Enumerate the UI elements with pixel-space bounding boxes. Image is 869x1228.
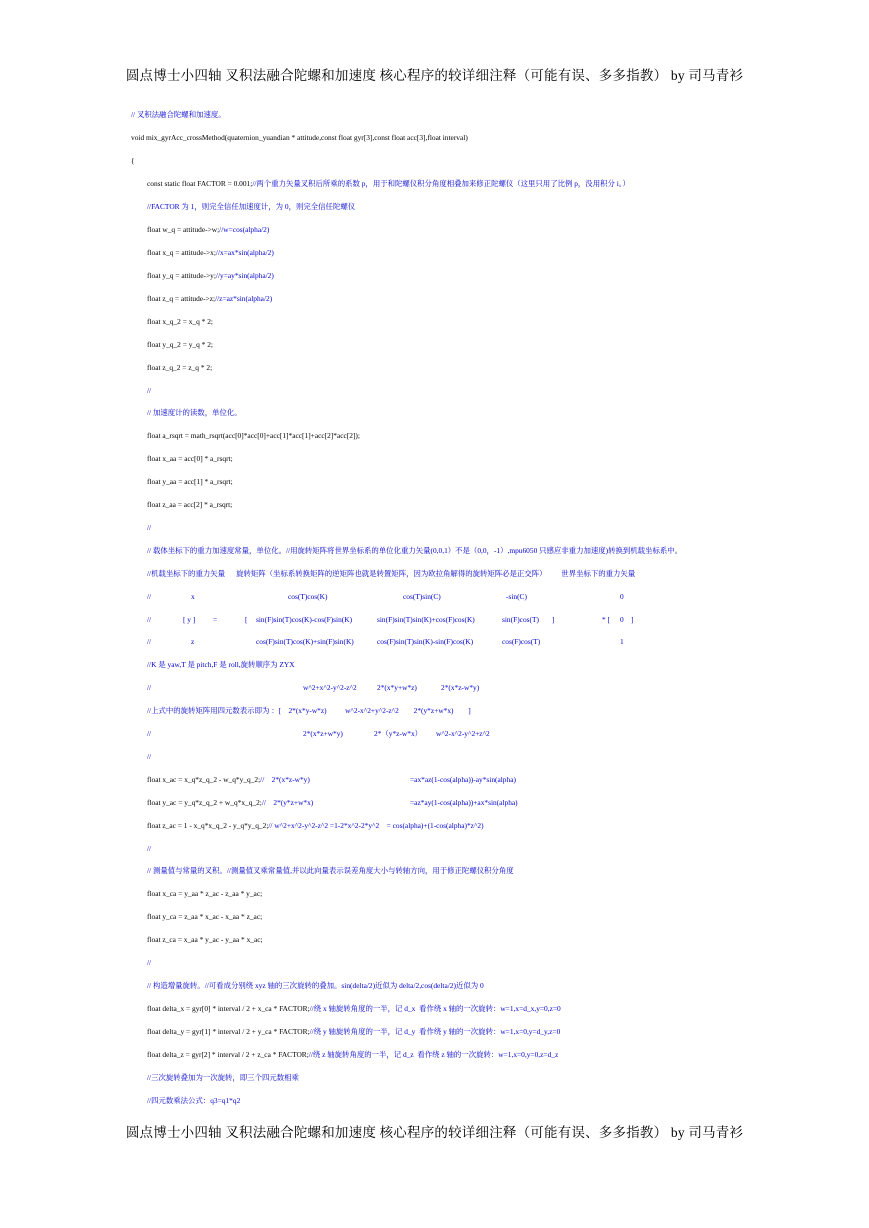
code-line: float y_q = attitude->y;//y=ay*sin(alpha/2) <box>147 271 274 280</box>
inline-comment: //两个重力矢量叉积后所乘的系数 p，用于和陀螺仪积分角度相叠加来修正陀螺仪（这里只用了比例 p，没用积分 i。） <box>252 179 630 188</box>
code-line: //机载坐标下的重力矢量 旋转矩阵（坐标系转换矩阵的逆矩阵也就是转置矩阵，因为欧拉角解得的旋转矩阵必是正交阵） 世界坐标下的重力矢量 <box>147 569 636 578</box>
matrix-cell: z <box>191 637 195 646</box>
matrix-cell: 2*(x*z+w*y) <box>303 729 343 738</box>
code-line: float z_q = attitude->z;//z=az*sin(alpha/2) <box>147 294 273 303</box>
matrix-cell: // <box>147 683 152 692</box>
code-line: //四元数乘法公式：q3=q1*q2 <box>147 1096 241 1105</box>
matrix-cell: 1 <box>620 637 624 646</box>
code-line: float x_ca = y_aa * z_ac - z_aa * y_ac; <box>147 889 263 898</box>
matrix-cell: ] <box>631 615 634 624</box>
matrix-cell: // <box>147 615 152 624</box>
code-line: const static float FACTOR = 0.001;//两个重力矢量叉积后所乘的系数 p，用于和陀螺仪积分角度相叠加来修正陀螺仪（这里只用了比例 p，没用积分 i。） <box>147 179 630 188</box>
code-line: //FACTOR 为 1，则完全信任加速度计，为 0，则完全信任陀螺仪 <box>147 202 356 211</box>
code-line: // <box>147 523 152 532</box>
code-comment: =az*ay(1-cos(alpha))+ax*sin(alpha) <box>410 798 518 807</box>
matrix-cell: 0 <box>620 615 624 624</box>
matrix-cell: sin(F)cos(T) <box>502 615 539 624</box>
matrix-cell: [ y ] <box>183 615 196 624</box>
matrix-cell: 2*(x*z-w*y) <box>441 683 480 692</box>
matrix-cell: // <box>147 592 152 601</box>
matrix-cell: 2*(x*y+w*z) <box>377 683 417 692</box>
inline-comment: //x=ax*sin(alpha/2) <box>215 248 274 257</box>
code-line: float delta_z = gyr[2] * interval / 2 + z_ca * FACTOR;//绕 z 轴旋转角度的一半，记 d_z 看作绕 z 轴的一次旋转：w=1,x=0,y=0,z=d_z <box>147 1050 559 1059</box>
code-line: // 测量值与常量的叉积。//测量值叉乘常量值,并以此向量表示误差角度大小与转轴方向，用于修正陀螺仪积分角度 <box>147 866 514 875</box>
matrix-cell: = <box>213 615 218 624</box>
code-line: // <box>147 386 152 395</box>
matrix-cell: cos(T)sin(C) <box>403 592 441 601</box>
code-line: // 加速度计的读数，单位化。 <box>147 408 242 417</box>
code-line: float a_rsqrt = math_rsqrt(acc[0]*acc[0]+acc[1]*acc[1]+acc[2]*acc[2]); <box>147 431 360 440</box>
matrix-cell: [ <box>245 615 248 624</box>
code-line: float y_q_2 = y_q * 2; <box>147 340 213 349</box>
matrix-cell: // <box>147 637 152 646</box>
code-comment: =ax*az(1-cos(alpha))-ay*sin(alpha) <box>410 775 516 784</box>
inline-comment: // 2*(y*z+w*x) <box>261 798 314 807</box>
code-line: //K 是 yaw,T 是 pitch,F 是 roll,旋转顺序为 ZYX <box>147 660 295 669</box>
code-line: float x_aa = acc[0] * a_rsqrt; <box>147 454 233 463</box>
matrix-cell: sin(F)sin(T)sin(K)+cos(F)cos(K) <box>377 615 475 624</box>
code-line: float w_q = attitude->w;//w=cos(alpha/2) <box>147 225 270 234</box>
code-line: float y_aa = acc[1] * a_rsqrt; <box>147 477 233 486</box>
code-line: { <box>131 156 135 165</box>
code-line: //上式中的旋转矩阵用四元数表示即为 ：[ 2*(x*y-w*z) w^2-x^2+y^2-z^2 2*(y*z+w*x) ] <box>147 706 471 715</box>
inline-comment: //w=cos(alpha/2) <box>219 225 270 234</box>
matrix-cell: ] <box>552 615 555 624</box>
code-line: //三次旋转叠加为一次旋转，即三个四元数相乘 <box>147 1073 299 1082</box>
code-line: // <box>147 752 152 761</box>
matrix-cell: x <box>191 592 195 601</box>
matrix-cell: // <box>147 729 152 738</box>
matrix-cell: 2*（y*z-w*x） <box>374 729 423 738</box>
code-line: float z_ac = 1 - x_q*x_q_2 - y_q*y_q_2;// w^2+x^2-y^2-z^2 =1-2*x^2-2*y^2 = cos(alpha)+(1-cos(alpha)*z^2) <box>147 821 484 830</box>
matrix-cell: w^2-x^2-y^2+z^2 <box>436 729 490 738</box>
code-line: void mix_gyrAcc_crossMethod(quaternion_yuandian * attitude,const float gyr[3],const float acc[3],float interval) <box>131 133 468 142</box>
code-line: // <box>147 844 152 853</box>
matrix-cell: 0 <box>620 592 624 601</box>
code-line: float x_q = attitude->x;//x=ax*sin(alpha/2) <box>147 248 274 257</box>
inline-comment: //绕 x 轴旋转角度的一半，记 d_x 看作绕 x 轴的一次旋转：w=1,x=d_x,y=0,z=0 <box>309 1004 561 1013</box>
code-line: float z_q_2 = z_q * 2; <box>147 363 213 372</box>
matrix-cell: w^2+x^2-y^2-z^2 <box>303 683 357 692</box>
inline-comment: // 2*(x*z-w*y) <box>260 775 310 784</box>
code-line: float y_ac = y_q*z_q_2 + w_q*x_q_2;// 2*(y*z+w*x) <box>147 798 314 807</box>
code-line: // 叉积法融合陀螺和加速度。 <box>131 110 226 119</box>
code-line: float delta_x = gyr[0] * interval / 2 + x_ca * FACTOR;//绕 x 轴旋转角度的一半，记 d_x 看作绕 x 轴的一次旋转：w=1,x=d_x,y=0,z=0 <box>147 1004 561 1013</box>
matrix-cell: cos(T)cos(K) <box>288 592 328 601</box>
code-line: float y_ca = z_aa * x_ac - x_aa * z_ac; <box>147 912 263 921</box>
code-line: float x_ac = x_q*z_q_2 - w_q*y_q_2;// 2*(x*z-w*y) <box>147 775 310 784</box>
inline-comment: //y=ay*sin(alpha/2) <box>215 271 274 280</box>
code-line: float x_q_2 = x_q * 2; <box>147 317 213 326</box>
inline-comment: //绕 z 轴旋转角度的一半，记 d_z 看作绕 z 轴的一次旋转：w=1,x=0,y=0,z=d_z <box>308 1050 559 1059</box>
matrix-cell: cos(F)sin(T)cos(K)+sin(F)sin(K) <box>256 637 354 646</box>
matrix-cell: cos(F)cos(T) <box>502 637 541 646</box>
matrix-cell: cos(F)sin(T)sin(K)-sin(F)cos(K) <box>377 637 474 646</box>
inline-comment: //z=az*sin(alpha/2) <box>215 294 273 303</box>
matrix-cell: -sin(C) <box>506 592 527 601</box>
page-footer: 圆点博士小四轴 叉积法融合陀螺和加速度 核心程序的较详细注释（可能有误、多多指教） by 司马青衫 <box>125 1125 744 1140</box>
matrix-cell: * [ <box>602 615 611 624</box>
code-line: float z_ca = x_aa * y_ac - y_aa * x_ac; <box>147 935 263 944</box>
inline-comment: // w^2+x^2-y^2-z^2 =1-2*x^2-2*y^2 = cos(alpha)+(1-cos(alpha)*z^2) <box>268 821 484 830</box>
code-line: // 构造增量旋转。//可看成分别绕 xyz 轴的三次旋转的叠加。sin(delta/2)近似为 delta/2,cos(delta/2)近似为 0 <box>147 981 484 990</box>
inline-comment: //绕 y 轴旋转角度的一半，记 d_y 看作绕 y 轴的一次旋转：w=1,x=0,y=d_y,z=0 <box>309 1027 561 1036</box>
code-line: float z_aa = acc[2] * a_rsqrt; <box>147 500 233 509</box>
code-line: float delta_y = gyr[1] * interval / 2 + y_ca * FACTOR;//绕 y 轴旋转角度的一半，记 d_y 看作绕 y 轴的一次旋转：w=1,x=0,y=d_y,z=0 <box>147 1027 561 1036</box>
page-header: 圆点博士小四轴 叉积法融合陀螺和加速度 核心程序的较详细注释（可能有误、多多指教） by 司马青衫 <box>125 68 744 83</box>
code-line: // 载体坐标下的重力加速度常量，单位化。//用旋转矩阵将世界坐标系的单位化重力矢量(0,0,1）不是（0,0，-1）,mpu6050 只感应非重力加速度)转换到机载坐标系中。 <box>147 546 683 555</box>
code-line: // <box>147 958 152 967</box>
matrix-cell: sin(F)sin(T)cos(K)-cos(F)sin(K) <box>256 615 353 624</box>
